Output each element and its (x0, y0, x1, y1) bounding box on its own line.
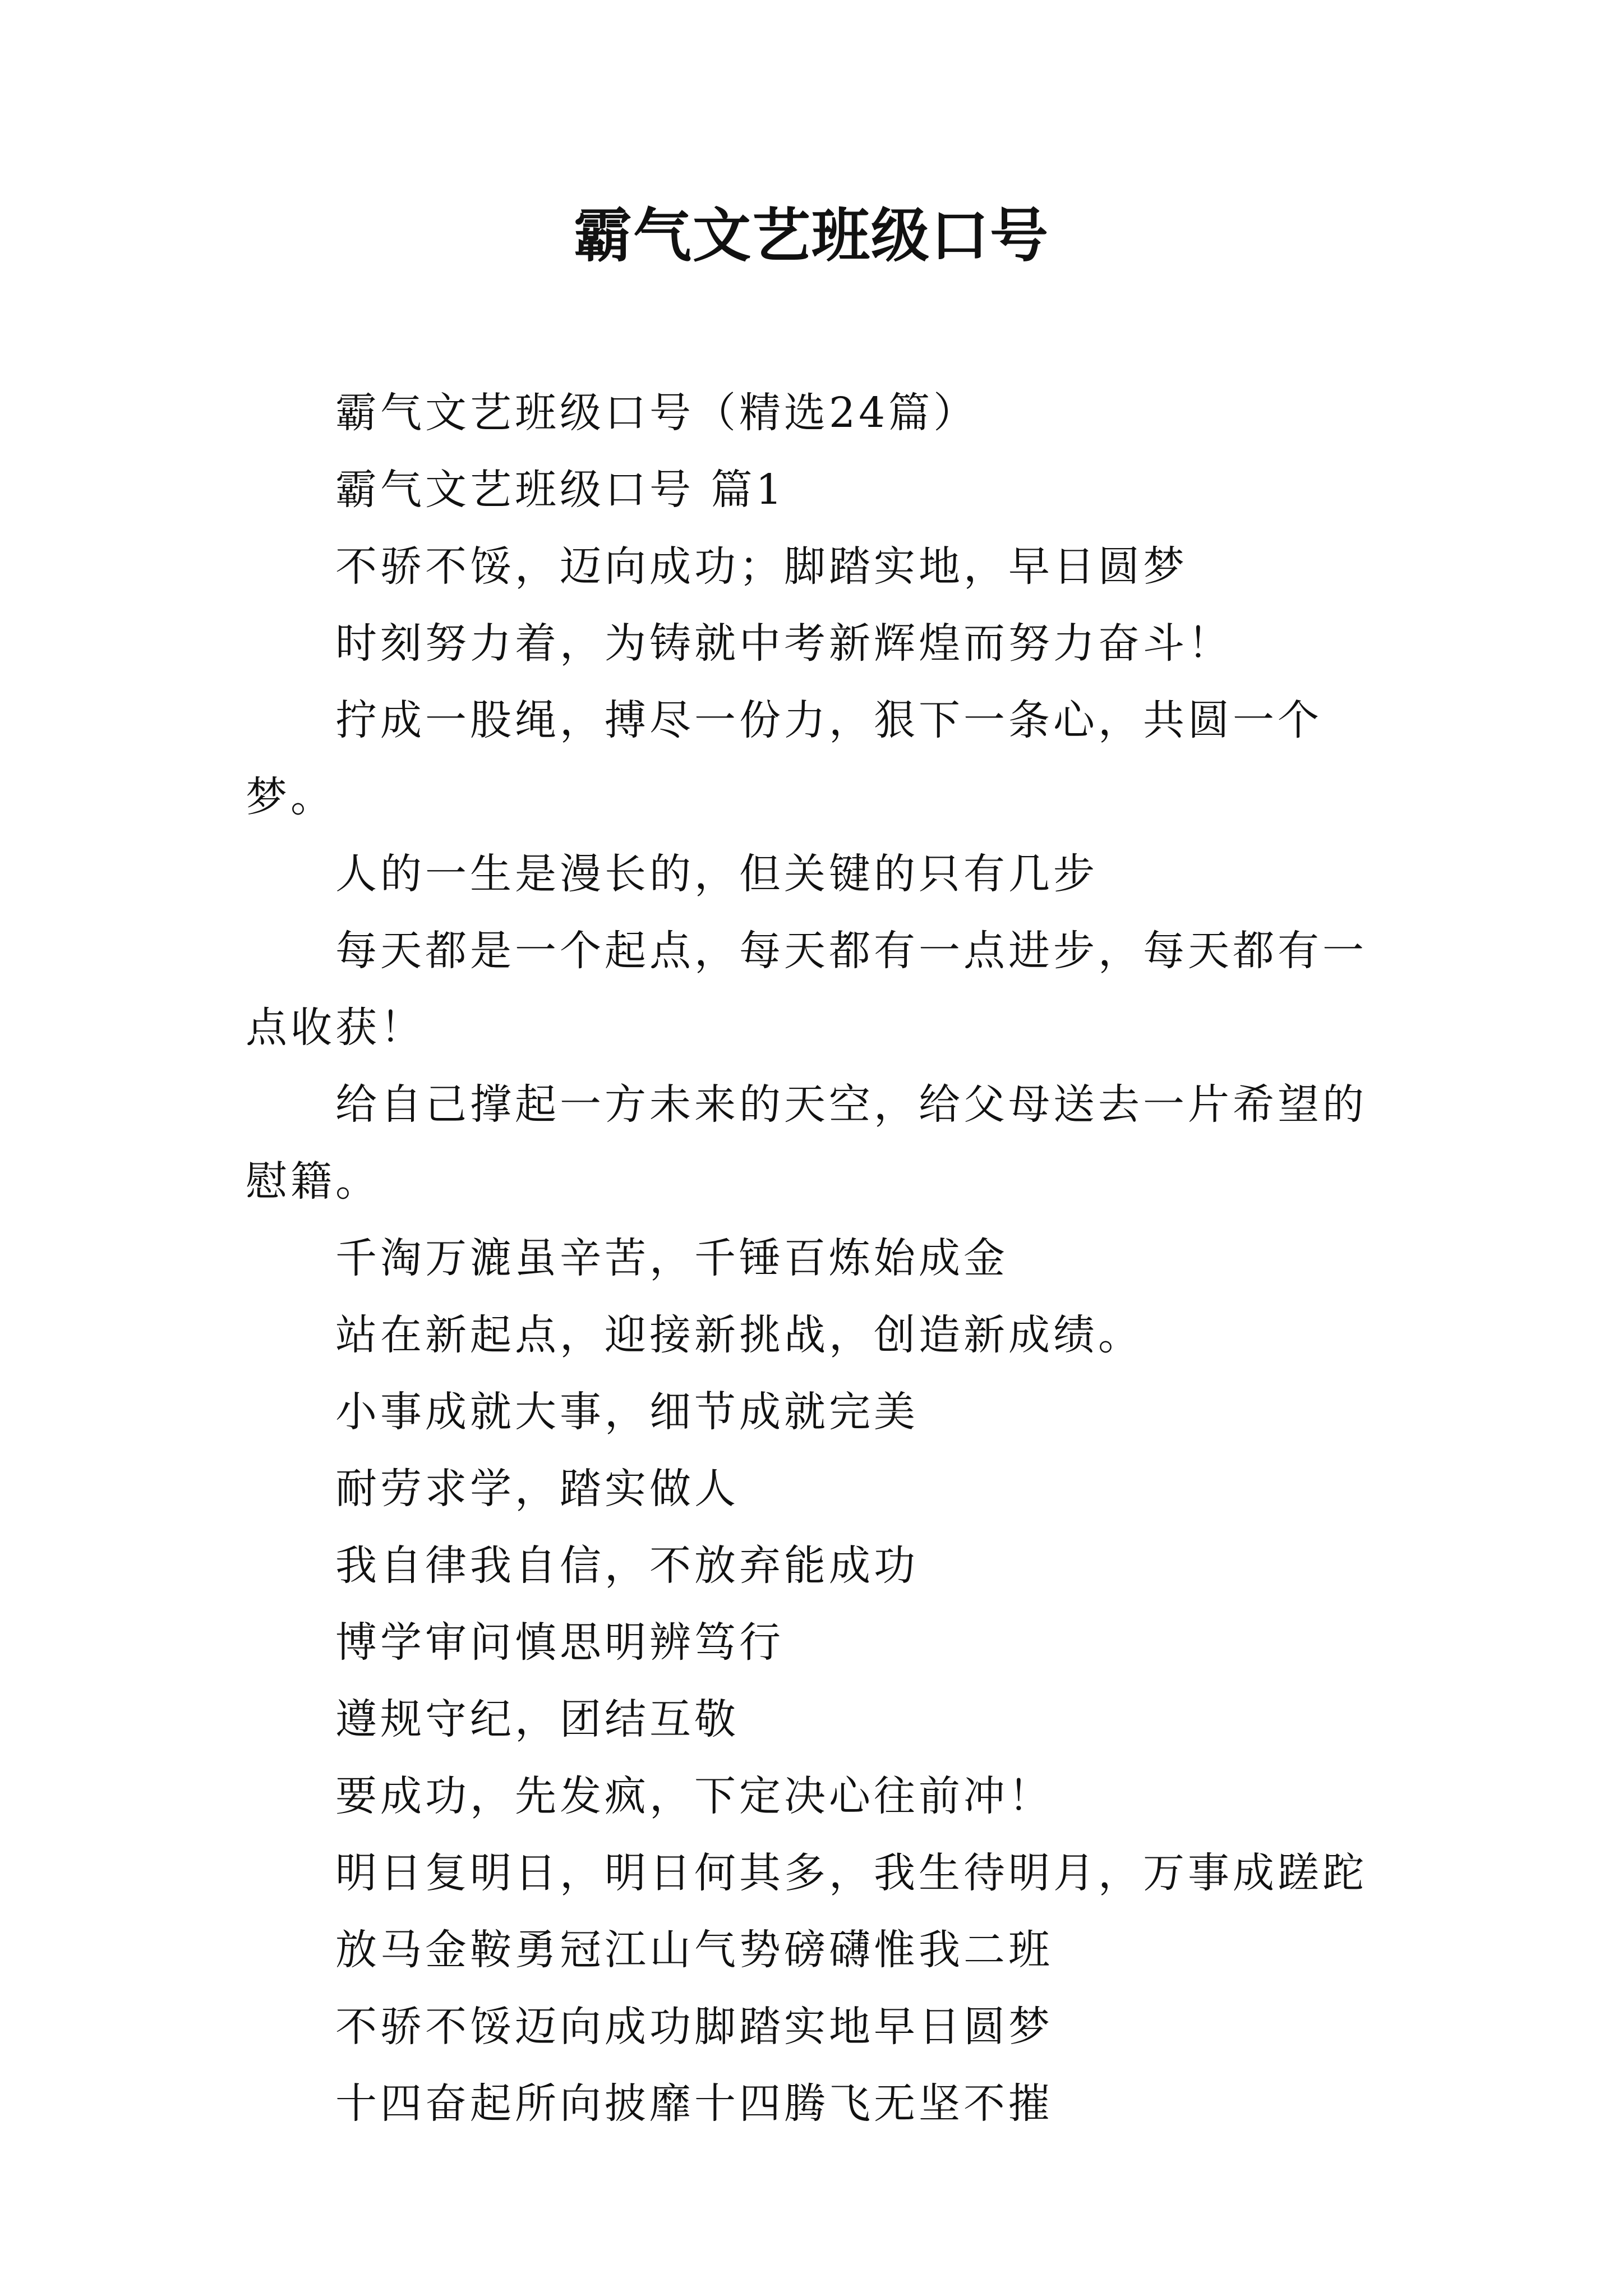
paragraph: 放马金鞍勇冠江山气势磅礴惟我二班 (335, 1926, 1053, 1974)
paragraph: 明日复明日，明日何其多，我生待明月，万事成蹉跎 (335, 1849, 1367, 1897)
paragraph: 不骄不馁迈向成功脚踏实地早日圆梦 (335, 2003, 1053, 2051)
paragraph: 霸气文艺班级口号（精选24篇） (335, 389, 979, 437)
paragraph: 要成功，先发疯，下定决心往前冲！ (335, 1772, 1053, 1820)
paragraph: 不骄不馁，迈向成功；脚踏实地，早日圆梦 (335, 542, 1188, 591)
paragraph: 博学审问慎思明辨笃行 (335, 1618, 784, 1667)
paragraph: 时刻努力着，为铸就中考新辉煌而努力奋斗！ (335, 619, 1233, 668)
paragraph: 人的一生是漫长的，但关键的只有几步 (335, 850, 1098, 898)
paragraph: 遵规守纪，团结互敬 (335, 1695, 739, 1743)
document-body (246, 375, 1384, 2142)
paragraph: 我自律我自信，不放弃能成功 (335, 1542, 919, 1590)
paragraph: 每天都是一个起点，每天都有一点进步，每天都有一点收获！ (246, 927, 1367, 1052)
paragraph: 小事成就大事，细节成就完美 (335, 1388, 919, 1436)
paragraph: 十四奋起所向披靡十四腾飞无坚不摧 (335, 2079, 1053, 2128)
document-title: 霸气文艺班级口号 (573, 201, 1049, 270)
paragraph: 耐劳求学，踏实做人 (335, 1465, 739, 1513)
paragraph: 给自己撑起一方未来的天空，给父母送去一片希望的慰籍。 (246, 1080, 1367, 1205)
paragraph: 霸气文艺班级口号 篇1 (335, 466, 786, 514)
paragraph: 拧成一股绳，搏尽一份力，狠下一条心，共圆一个梦。 (246, 696, 1322, 821)
paragraph: 千淘万漉虽辛苦，千锤百炼始成金 (335, 1234, 1008, 1282)
paragraph: 站在新起点，迎接新挑战，创造新成绩。 (335, 1311, 1143, 1359)
